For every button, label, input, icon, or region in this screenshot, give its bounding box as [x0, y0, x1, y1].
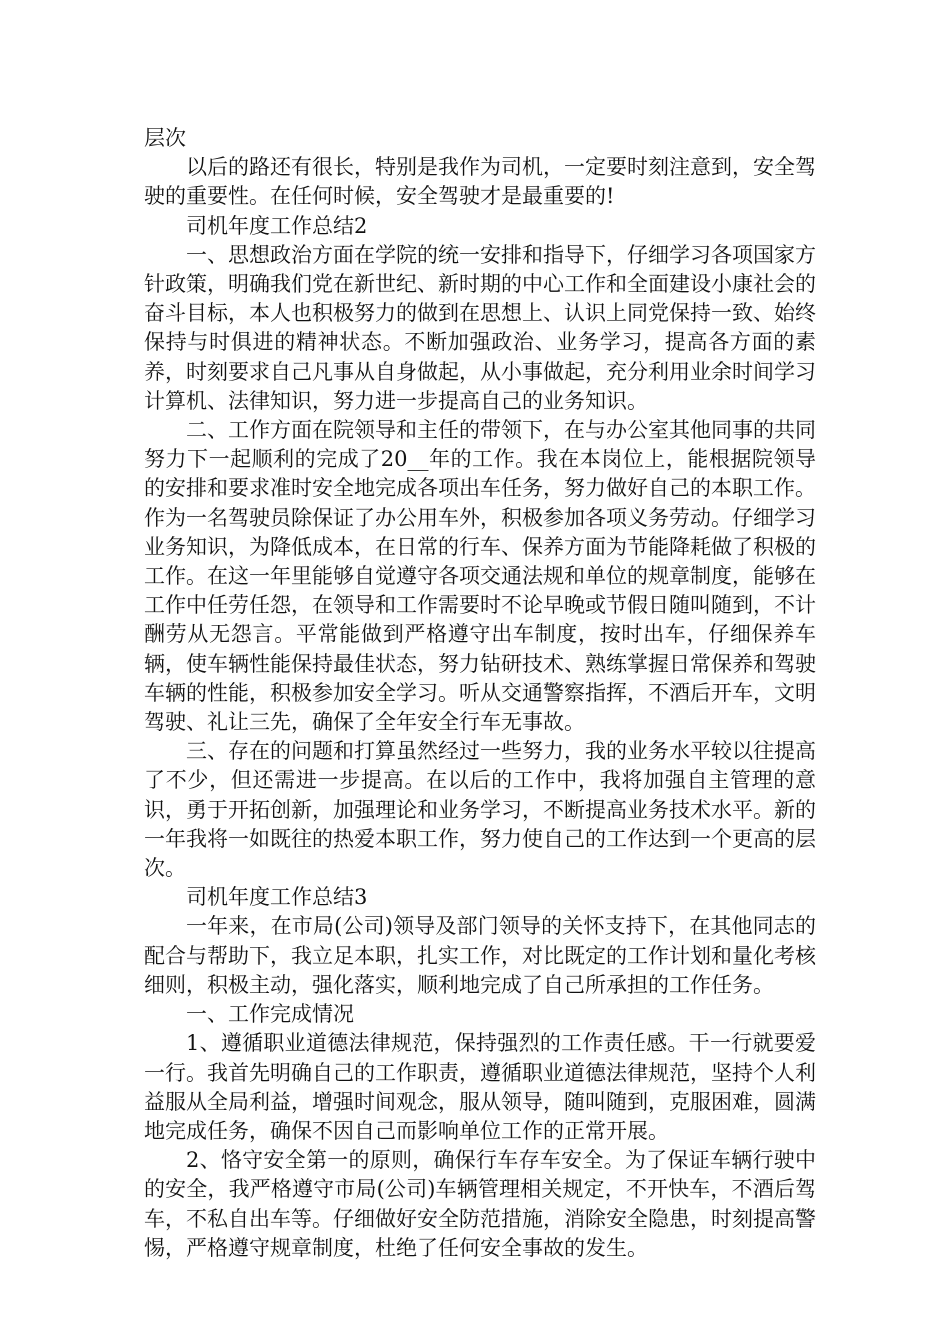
paragraph-continuation: 层次: [144, 126, 186, 150]
section-heading-2: 司机年度工作总结2: [186, 213, 368, 238]
paragraph-item-1: 1、遵循职业道德法律规范，保持强烈的工作责任感。干一行就要爱一行。我首先明确自己的工作职责，遵循职业道德法律规范，坚持个人利益服从全局利益，增强时间观念，服从领导，随叫随到，克服困难，圆满地完成任务，确保不因自己而影响单位工作的正常开展。: [144, 1031, 816, 1143]
paragraph-item-2: 2、恪守安全第一的原则，确保行车存车安全。为了保证车辆行驶中的安全，我严格遵守市局(公司)车辆管理相关规定，不开快车，不酒后驾车，不私自出车等。仔细做好安全防范措施，消除安全隐患，时刻提高警惕，严格遵守规章制度，杜绝了任何安全事故的发生。: [144, 1148, 816, 1260]
section-heading-3: 司机年度工作总结3: [186, 885, 368, 910]
paragraph-political: 一、思想政治方面在学院的统一安排和指导下，仔细学习各项国家方针政策，明确我们党在新世纪、新时期的中心工作和全面建设小康社会的奋斗目标，本人也积极努力的做到在思想上、认识上同党保持一致、始终保持与时俱进的精神状态。不断加强政治、业务学习，提高各方面的素养，时刻要求自己凡事从自身做起，从小事做起，充分利用业余时间学习计算机、法律知识，努力进一步提高自己的业务知识。: [144, 242, 816, 413]
paragraph-intro: 一年来，在市局(公司)领导及部门领导的关怀支持下，在其他同志的配合与帮助下，我立足本职，扎实工作，对比既定的工作计划和量化考核细则，积极主动，强化落实，顺利地完成了自己所承担的工作任务。: [144, 914, 816, 997]
paragraph-work: 二、工作方面在院领导和主任的带领下，在与办公室其他同事的共同努力下一起顺利的完成了20__年的工作。我在本岗位上，能根据院领导的安排和要求准时安全地完成各项出车任务，努力做好自己的本职工作。作为一名驾驶员除保证了办公用车外，积极参加各项义务劳动。仔细学习业务知识，为降低成本，在日常的行车、保养方面为节能降耗做了积极的工作。在这一年里能够自觉遵守各项交通法规和单位的规章制度，能够在工作中任劳任怨，在领导和工作需要时不论早晚或节假日随叫随到，不计酬劳从无怨言。平常能做到严格遵守出车制度，按时出车，仔细保养车辆，使车辆性能保持最佳状态，努力钻研技术、熟练掌握日常保养和驾驶车辆的性能，积极参加安全学习。听从交通警察指挥，不酒后开车，文明驾驶、礼让三先，确保了全年安全行车无事故。: [144, 418, 816, 735]
paragraph-closing: 以后的路还有很长，特别是我作为司机，一定要时刻注意到，安全驾驶的重要性。在任何时候，安全驾驶才是最重要的!: [144, 155, 816, 209]
paragraph-problems: 三、存在的问题和打算虽然经过一些努力，我的业务水平较以往提高了不少，但还需进一步提高。在以后的工作中，我将加强自主管理的意识，勇于开拓创新，加强理论和业务学习，不断提高业务技术水平。新的一年我将一如既往的热爱本职工作，努力使自己的工作达到一个更高的层次。: [144, 739, 816, 881]
document-page: [144, 124, 816, 1263]
subsection-heading: 一、工作完成情况: [186, 1002, 354, 1027]
